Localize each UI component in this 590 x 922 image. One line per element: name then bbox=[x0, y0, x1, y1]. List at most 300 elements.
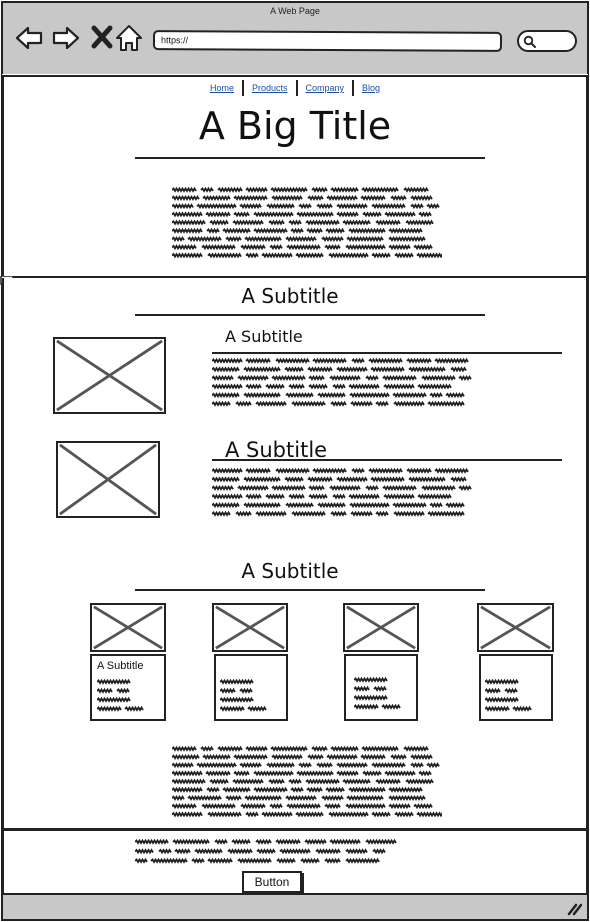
text-scribble bbox=[206, 772, 230, 775]
text-scribble bbox=[327, 756, 357, 759]
text-scribble bbox=[97, 699, 130, 702]
text-scribble bbox=[254, 772, 293, 775]
text-scribble bbox=[337, 368, 367, 371]
text-scribble bbox=[312, 189, 327, 192]
text-scribble bbox=[331, 403, 346, 406]
text-scribble bbox=[286, 504, 313, 507]
text-scribble bbox=[346, 860, 379, 863]
text-scribble bbox=[422, 487, 455, 490]
text-scribble bbox=[337, 478, 367, 481]
text-scribble bbox=[271, 189, 307, 192]
text-scribble bbox=[220, 699, 253, 702]
text-scribble bbox=[269, 780, 284, 783]
text-scribble bbox=[256, 513, 286, 516]
text-scribble bbox=[366, 487, 378, 490]
text-scribble bbox=[307, 789, 322, 792]
text-scribble bbox=[435, 360, 468, 363]
title-divider bbox=[135, 157, 485, 159]
card bbox=[214, 654, 288, 721]
text-scribble bbox=[201, 748, 213, 751]
home-icon[interactable] bbox=[115, 24, 143, 52]
text-scribble bbox=[226, 797, 241, 800]
text-scribble bbox=[459, 377, 471, 380]
card-text bbox=[485, 678, 551, 718]
text-scribble bbox=[246, 470, 270, 473]
text-scribble bbox=[172, 213, 202, 216]
text-scribble bbox=[240, 690, 252, 693]
text-scribble bbox=[305, 841, 326, 844]
text-scribble bbox=[318, 504, 345, 507]
text-scribble bbox=[234, 772, 249, 775]
text-scribble bbox=[285, 368, 303, 371]
text-scribble bbox=[117, 690, 129, 693]
text-scribble bbox=[329, 254, 368, 257]
text-scribble bbox=[240, 764, 261, 767]
text-scribble bbox=[350, 394, 389, 397]
text-scribble bbox=[371, 368, 404, 371]
resize-grip-icon[interactable] bbox=[566, 902, 582, 916]
card-text bbox=[220, 678, 286, 718]
text-scribble bbox=[280, 850, 310, 853]
image-placeholder bbox=[56, 441, 160, 518]
text-scribble bbox=[188, 238, 221, 241]
text-scribble bbox=[246, 189, 267, 192]
text-scribble bbox=[361, 197, 385, 200]
text-scribble bbox=[210, 780, 228, 783]
text-scribble bbox=[244, 394, 280, 397]
text-scribble bbox=[270, 246, 282, 249]
text-scribble bbox=[256, 841, 271, 844]
text-scribble bbox=[272, 756, 302, 759]
search-field[interactable] bbox=[517, 30, 577, 52]
text-scribble bbox=[297, 772, 333, 775]
text-scribble bbox=[287, 805, 320, 808]
text-scribble bbox=[220, 681, 253, 684]
text-scribble bbox=[257, 850, 275, 853]
text-scribble bbox=[417, 813, 442, 816]
text-scribble bbox=[485, 690, 500, 693]
text-scribble bbox=[289, 221, 301, 224]
text-scribble bbox=[308, 478, 332, 481]
card bbox=[90, 654, 166, 721]
text-scribble bbox=[428, 513, 464, 516]
text-scribble bbox=[428, 403, 464, 406]
text-scribble bbox=[430, 394, 442, 397]
text-scribble bbox=[212, 513, 230, 516]
text-scribble bbox=[427, 764, 439, 767]
text-scribble bbox=[352, 470, 364, 473]
text-scribble bbox=[267, 764, 294, 767]
text-scribble bbox=[325, 246, 340, 249]
text-scribble bbox=[309, 377, 324, 380]
text-scribble bbox=[389, 789, 422, 792]
text-scribble bbox=[394, 403, 424, 406]
text-scribble bbox=[270, 805, 282, 808]
text-scribble bbox=[234, 213, 249, 216]
text-scribble bbox=[389, 797, 425, 800]
text-scribble bbox=[233, 221, 263, 224]
text-scribble bbox=[417, 254, 442, 257]
text-scribble bbox=[325, 805, 340, 808]
image-placeholder bbox=[90, 603, 166, 652]
text-scribble bbox=[254, 789, 287, 792]
text-scribble bbox=[322, 797, 343, 800]
text-scribble bbox=[172, 238, 184, 241]
text-scribble bbox=[337, 205, 367, 208]
text-scribble bbox=[331, 189, 358, 192]
text-scribble bbox=[125, 708, 143, 711]
text-scribble bbox=[238, 487, 268, 490]
text-scribble bbox=[350, 504, 389, 507]
text-scribble bbox=[289, 780, 301, 783]
text-scribble bbox=[246, 495, 261, 498]
text-scribble bbox=[330, 487, 360, 490]
text-scribble bbox=[349, 385, 379, 388]
card-title: A Subtitle bbox=[97, 660, 144, 672]
text-scribble bbox=[240, 205, 261, 208]
close-icon[interactable] bbox=[90, 24, 118, 52]
text-scribble bbox=[271, 748, 307, 751]
nav-blog[interactable]: Blog bbox=[362, 83, 381, 93]
text-scribble bbox=[291, 789, 303, 792]
text-scribble bbox=[244, 504, 280, 507]
text-scribble bbox=[331, 748, 358, 751]
text-scribble bbox=[297, 213, 333, 216]
section-title: A Subtitle bbox=[241, 559, 339, 583]
text-scribble bbox=[175, 850, 190, 853]
text-scribble bbox=[451, 478, 466, 481]
text-scribble bbox=[376, 221, 400, 224]
text-scribble bbox=[172, 221, 205, 224]
text-scribble bbox=[203, 197, 230, 200]
image-placeholder bbox=[212, 603, 288, 652]
text-scribble bbox=[292, 403, 325, 406]
text-scribble bbox=[197, 205, 236, 208]
text-scribble bbox=[266, 495, 284, 498]
text-scribble bbox=[329, 813, 368, 816]
text-block bbox=[172, 745, 442, 819]
text-scribble bbox=[418, 495, 451, 498]
section-title: A Subtitle bbox=[241, 284, 339, 308]
text-scribble bbox=[354, 688, 369, 691]
text-scribble bbox=[351, 403, 372, 406]
text-scribble bbox=[212, 470, 242, 473]
text-scribble bbox=[241, 805, 265, 808]
text-scribble bbox=[427, 205, 439, 208]
text-scribble bbox=[313, 360, 346, 363]
nav-products[interactable]: Products bbox=[244, 80, 298, 96]
text-scribble bbox=[485, 681, 518, 684]
text-scribble bbox=[317, 764, 332, 767]
text-scribble bbox=[505, 690, 517, 693]
card-text bbox=[97, 678, 163, 718]
text-scribble bbox=[326, 789, 344, 792]
text-scribble bbox=[346, 246, 385, 249]
text-scribble bbox=[308, 368, 332, 371]
text-scribble bbox=[197, 764, 236, 767]
text-scribble bbox=[389, 246, 410, 249]
text-scribble bbox=[241, 246, 265, 249]
text-scribble bbox=[208, 254, 241, 257]
text-scribble bbox=[349, 230, 385, 233]
text-scribble bbox=[385, 772, 415, 775]
text-scribble bbox=[248, 708, 266, 711]
text-scribble bbox=[246, 385, 261, 388]
text-block bbox=[172, 186, 442, 260]
nav-company[interactable]: Company bbox=[298, 80, 355, 96]
text-scribble bbox=[220, 690, 235, 693]
text-scribble bbox=[369, 470, 402, 473]
text-scribble bbox=[212, 403, 230, 406]
back-arrow-icon[interactable] bbox=[15, 24, 43, 52]
row-text bbox=[212, 467, 482, 521]
text-scribble bbox=[331, 513, 346, 516]
text-scribble bbox=[384, 385, 414, 388]
text-scribble bbox=[393, 394, 426, 397]
text-scribble bbox=[210, 221, 228, 224]
text-scribble bbox=[172, 772, 202, 775]
text-scribble bbox=[172, 246, 196, 249]
text-scribble bbox=[395, 254, 413, 257]
text-scribble bbox=[254, 213, 293, 216]
text-scribble bbox=[404, 748, 428, 751]
text-scribble bbox=[262, 254, 292, 257]
text-scribble bbox=[272, 487, 305, 490]
text-scribble bbox=[212, 368, 239, 371]
text-scribble bbox=[269, 221, 284, 224]
text-scribble bbox=[236, 403, 251, 406]
text-scribble bbox=[276, 360, 309, 363]
text-scribble bbox=[296, 813, 323, 816]
text-scribble bbox=[330, 841, 360, 844]
text-scribble bbox=[172, 780, 205, 783]
text-scribble bbox=[372, 764, 405, 767]
text-scribble bbox=[407, 360, 431, 363]
footer-text bbox=[135, 838, 405, 868]
text-scribble bbox=[351, 513, 372, 516]
text-scribble bbox=[135, 860, 147, 863]
text-scribble bbox=[313, 470, 346, 473]
text-scribble bbox=[409, 478, 445, 481]
card-text bbox=[354, 676, 416, 716]
text-scribble bbox=[369, 360, 402, 363]
top-nav bbox=[0, 80, 590, 96]
text-scribble bbox=[306, 780, 339, 783]
text-scribble bbox=[389, 238, 425, 241]
image-placeholder bbox=[53, 337, 166, 414]
text-scribble bbox=[309, 495, 327, 498]
text-scribble bbox=[276, 470, 309, 473]
text-scribble bbox=[308, 197, 323, 200]
text-scribble bbox=[245, 797, 281, 800]
text-scribble bbox=[376, 780, 400, 783]
text-scribble bbox=[234, 197, 267, 200]
text-scribble bbox=[212, 360, 242, 363]
text-scribble bbox=[135, 841, 168, 844]
text-scribble bbox=[347, 238, 383, 241]
text-scribble bbox=[419, 213, 431, 216]
text-scribble bbox=[254, 230, 287, 233]
text-scribble bbox=[322, 238, 343, 241]
text-scribble bbox=[233, 780, 263, 783]
text-scribble bbox=[172, 205, 193, 208]
text-scribble bbox=[419, 772, 431, 775]
text-scribble bbox=[226, 238, 241, 241]
text-scribble bbox=[299, 764, 311, 767]
text-scribble bbox=[385, 213, 415, 216]
text-scribble bbox=[393, 504, 426, 507]
text-scribble bbox=[172, 230, 202, 233]
text-scribble bbox=[97, 681, 130, 684]
text-scribble bbox=[215, 841, 227, 844]
text-scribble bbox=[352, 360, 364, 363]
text-scribble bbox=[272, 197, 302, 200]
text-scribble bbox=[234, 756, 267, 759]
text-scribble bbox=[228, 850, 252, 853]
text-scribble bbox=[172, 797, 184, 800]
text-scribble bbox=[97, 708, 121, 711]
text-scribble bbox=[349, 495, 379, 498]
card bbox=[479, 654, 553, 721]
text-scribble bbox=[267, 205, 294, 208]
text-scribble bbox=[346, 805, 385, 808]
text-scribble bbox=[411, 764, 423, 767]
text-scribble bbox=[262, 813, 292, 816]
text-scribble bbox=[256, 403, 286, 406]
text-scribble bbox=[201, 189, 213, 192]
text-scribble bbox=[361, 756, 385, 759]
text-scribble bbox=[212, 495, 242, 498]
text-scribble bbox=[312, 748, 327, 751]
text-scribble bbox=[371, 478, 404, 481]
text-scribble bbox=[430, 504, 442, 507]
image-placeholder bbox=[343, 603, 419, 652]
text-scribble bbox=[376, 403, 388, 406]
text-scribble bbox=[212, 394, 239, 397]
text-scribble bbox=[343, 780, 370, 783]
text-scribble bbox=[418, 385, 451, 388]
window-title: A Web Page bbox=[270, 6, 320, 16]
text-scribble bbox=[362, 748, 398, 751]
text-scribble bbox=[172, 789, 202, 792]
text-scribble bbox=[289, 385, 304, 388]
text-scribble bbox=[382, 706, 400, 709]
row-text bbox=[212, 357, 482, 411]
text-scribble bbox=[246, 254, 258, 257]
text-scribble bbox=[389, 805, 410, 808]
text-scribble bbox=[289, 495, 304, 498]
text-scribble bbox=[374, 688, 386, 691]
nav-home[interactable]: Home bbox=[202, 80, 244, 96]
text-scribble bbox=[354, 706, 378, 709]
text-scribble bbox=[203, 756, 230, 759]
text-scribble bbox=[327, 197, 357, 200]
text-scribble bbox=[151, 860, 187, 863]
section-divider bbox=[135, 314, 485, 316]
text-scribble bbox=[307, 230, 322, 233]
text-scribble bbox=[246, 360, 270, 363]
text-scribble bbox=[354, 679, 387, 682]
text-scribble bbox=[366, 841, 396, 844]
text-scribble bbox=[349, 789, 385, 792]
text-scribble bbox=[406, 221, 433, 224]
text-scribble bbox=[394, 513, 424, 516]
text-scribble bbox=[485, 699, 518, 702]
text-scribble bbox=[173, 841, 209, 844]
text-scribble bbox=[135, 850, 153, 853]
text-scribble bbox=[366, 377, 378, 380]
text-scribble bbox=[286, 238, 316, 241]
text-scribble bbox=[172, 748, 196, 751]
text-scribble bbox=[306, 221, 339, 224]
text-scribble bbox=[406, 780, 433, 783]
text-scribble bbox=[159, 850, 171, 853]
text-scribble bbox=[354, 697, 387, 700]
text-scribble bbox=[389, 230, 422, 233]
text-scribble bbox=[372, 254, 390, 257]
text-scribble bbox=[97, 690, 112, 693]
text-scribble bbox=[362, 189, 398, 192]
text-scribble bbox=[337, 213, 358, 216]
text-scribble bbox=[238, 860, 271, 863]
text-scribble bbox=[292, 513, 325, 516]
forward-arrow-icon[interactable] bbox=[52, 24, 80, 52]
text-scribble bbox=[188, 797, 221, 800]
text-scribble bbox=[373, 850, 385, 853]
text-scribble bbox=[411, 205, 423, 208]
text-scribble bbox=[207, 230, 219, 233]
text-scribble bbox=[325, 860, 340, 863]
text-scribble bbox=[343, 221, 370, 224]
text-scribble bbox=[372, 205, 405, 208]
text-scribble bbox=[296, 254, 323, 257]
text-scribble bbox=[411, 756, 432, 759]
text-scribble bbox=[347, 797, 383, 800]
text-scribble bbox=[246, 813, 258, 816]
footer-button[interactable]: Button bbox=[242, 871, 302, 893]
text-scribble bbox=[223, 230, 250, 233]
text-scribble bbox=[404, 189, 428, 192]
text-scribble bbox=[218, 189, 242, 192]
text-scribble bbox=[172, 197, 199, 200]
text-scribble bbox=[435, 470, 468, 473]
text-scribble bbox=[326, 230, 344, 233]
text-scribble bbox=[446, 504, 464, 507]
text-scribble bbox=[208, 813, 241, 816]
text-scribble bbox=[318, 394, 345, 397]
text-scribble bbox=[376, 513, 388, 516]
address-bar[interactable]: https:// bbox=[153, 30, 502, 52]
text-scribble bbox=[207, 789, 219, 792]
row-title: A Subtitle bbox=[225, 438, 328, 462]
text-scribble bbox=[363, 772, 381, 775]
search-icon bbox=[523, 35, 537, 49]
text-scribble bbox=[451, 368, 466, 371]
row-title: A Subtitle bbox=[225, 327, 303, 346]
text-scribble bbox=[218, 748, 242, 751]
text-scribble bbox=[395, 813, 413, 816]
text-scribble bbox=[422, 377, 455, 380]
text-scribble bbox=[172, 805, 196, 808]
text-scribble bbox=[206, 213, 230, 216]
text-scribble bbox=[308, 756, 323, 759]
text-scribble bbox=[409, 368, 445, 371]
text-scribble bbox=[212, 377, 233, 380]
text-scribble bbox=[277, 860, 295, 863]
text-scribble bbox=[276, 841, 300, 844]
row-divider bbox=[212, 352, 562, 354]
text-scribble bbox=[272, 377, 305, 380]
